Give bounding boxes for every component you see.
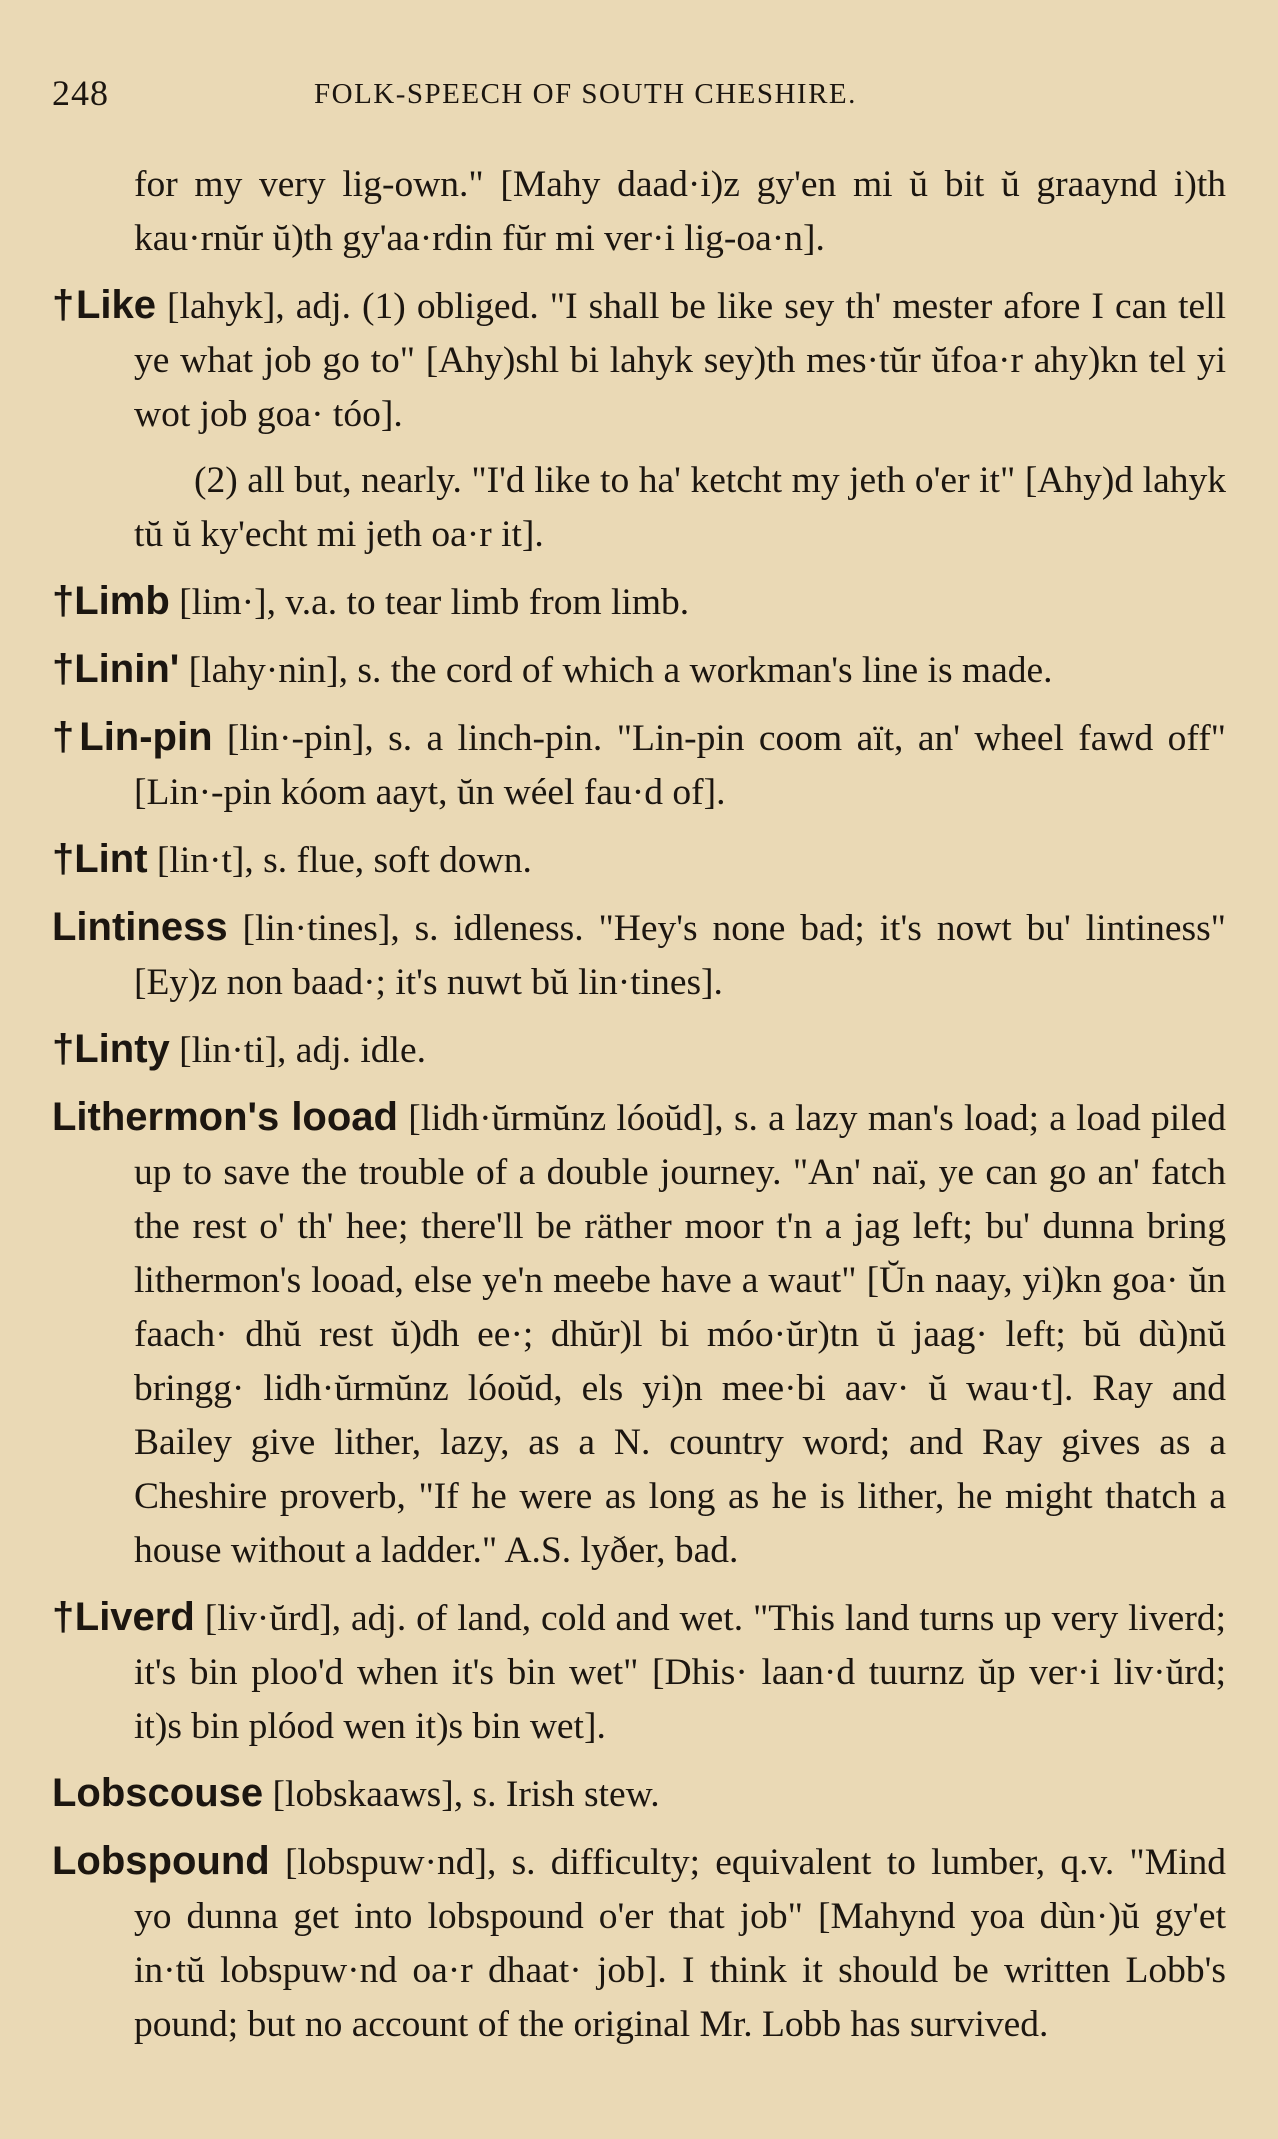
entry-lint xyxy=(52,832,1226,888)
headword: Lobscouse xyxy=(52,1771,264,1815)
continued-text: for my very lig-own." [Mahy daad·i)z gy'en mi ŭ bit ŭ graaynd i)th kau·rnŭr ŭ)th gy'aa·rdin fŭr mi ver·i lig-oa·n]. xyxy=(134,164,1226,259)
entry-like-sense-2: (2) all but, nearly. "I'd like to ha' ketcht my jeth o'er it" [Ahy)d lahyk tŭ ŭ ky'echt mi jeth oa·r it]. xyxy=(134,460,1226,555)
definition: [liv·ŭrd], adj. of land, cold and wet. "This land turns up very liverd; it's bin ploo'd when it's bin wet" [Dhis· laan·d tuurnz ŭp ver·i liv·ŭrd; it)s bin plóod wen it)s bin wet]. xyxy=(134,1598,1226,1747)
running-title: FOLK-SPEECH OF SOUTH CHESHIRE. xyxy=(314,78,857,110)
definition: [lobspuw·nd], s. difficulty; equivalent to lumber, q.v. "Mind yo dunna get into lobspound o'er that job" [Mahynd yoa dùn·)ŭ gy'et in·tŭ lobspuw·nd oa·r dhaat· job]. I think it should be written Lobb's pound; but no account of the original Mr. Lobb has survived. xyxy=(134,1842,1226,2045)
definition: [lobskaaws], s. Irish stew. xyxy=(263,1774,660,1815)
headword: †Linin' xyxy=(52,647,180,691)
definition: [lin·t], s. flue, soft down. xyxy=(147,840,532,881)
entry-lobscouse xyxy=(52,1766,1226,1822)
headword: †Lin-pin xyxy=(52,715,213,759)
definition: [lin·ti], adj. idle. xyxy=(169,1030,426,1071)
headword: †Liverd xyxy=(52,1595,195,1639)
headword: †Linty xyxy=(52,1027,170,1071)
headword: †Lint xyxy=(52,837,148,881)
definition: [lahyk], adj. (1) obliged. "I shall be like sey th' mester afore I can tell ye what job go to" [Ahy)shl bi lahyk sey)th mes·tŭr ŭfoa·r ahy)kn tel yi wot job goa· tóo]. xyxy=(134,286,1226,435)
entry-lin-pin xyxy=(52,710,1226,820)
definition: [lim·], v.a. to tear limb from limb. xyxy=(169,582,690,623)
headword: Lithermon's looad xyxy=(52,1095,398,1139)
entry-like xyxy=(52,278,1226,442)
definition: [lahy·nin], s. the cord of which a workman's line is made. xyxy=(179,650,1053,691)
entry-linty xyxy=(52,1022,1226,1078)
headword: †Like xyxy=(52,283,156,327)
entry-lintiness xyxy=(52,900,1226,1010)
entry-lobspound xyxy=(52,1834,1226,2052)
dictionary-body xyxy=(52,158,1226,2064)
entry-lithermons-looad xyxy=(52,1090,1226,1578)
definition: [lidh·ŭrmŭnz lóoŭd], s. a lazy man's load; a load piled up to save the trouble of a double journey. "An' naï, ye can go an' fatch the rest o' th' hee; there'll be räther moor t'n a jag left; bu' dunna bring lithermon's looad, else ye'n meebe have a waut" [Ŭn naay, yi)kn goa· ŭn faach· dhŭ rest ŭ)dh ee·; dhŭr)l bi móo·ŭr)tn ŭ jaag· left; bŭ dù)nŭ bringg· lidh·ŭrmŭnz lóoŭd, els yi)n mee·bi aav· ŭ wau·t]. Ray and Bailey give lither, lazy, as a N. country word; and Ray gives as a Cheshire proverb, "If he were as long as he is lither, he might thatch a house without a ladder." A.S. lyðer, bad. xyxy=(134,1098,1226,1571)
entry-liverd xyxy=(52,1590,1226,1754)
entry-limb xyxy=(52,574,1226,630)
headword: Lintiness xyxy=(52,905,228,949)
definition: [lin·tines], s. idleness. "Hey's none bad; it's nowt bu' lintiness" [Ey)z non baad·; it's nuwt bŭ lin·tines]. xyxy=(134,908,1226,1003)
headword: †Limb xyxy=(52,579,170,623)
page-number: 248 xyxy=(52,73,109,113)
headword: Lobspound xyxy=(52,1839,270,1883)
entry-linin xyxy=(52,642,1226,698)
definition: [lin·-pin], s. a linch-pin. "Lin-pin coom aït, an' wheel fawd off" [Lin·-pin kóom aayt, ŭn wéel fau·d of]. xyxy=(134,718,1226,813)
